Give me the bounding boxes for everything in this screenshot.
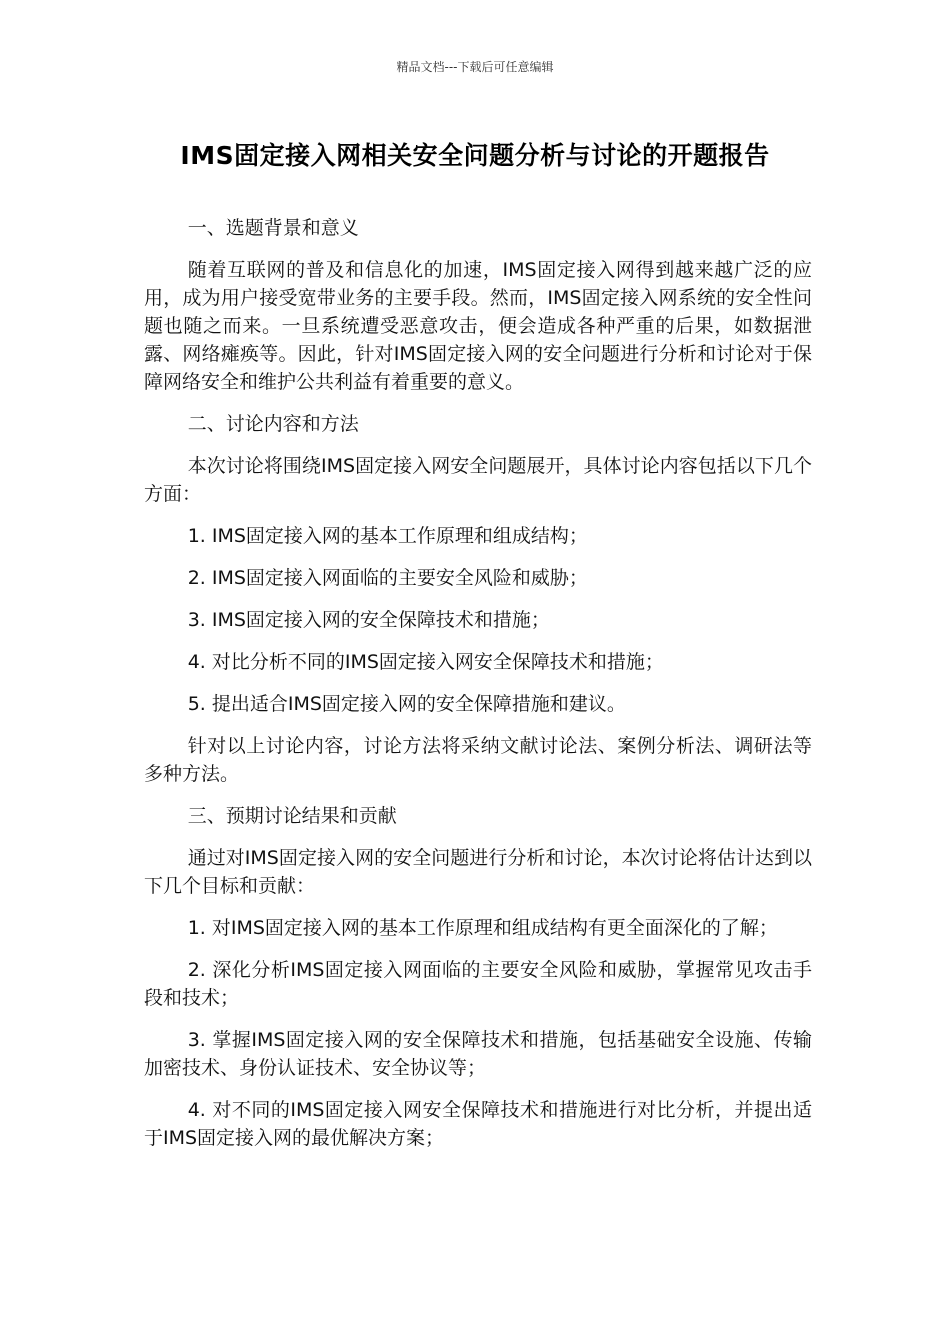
section-heading-content-method: 二、讨论内容和方法: [187, 413, 359, 435]
list-item-result-4: 4. 对不同的IMS固定接入网安全保障技术和措施进行对比分析，并提出适于IMS固定接入网的最优解决方案；: [144, 1099, 812, 1149]
section-heading-results: 三、预期讨论结果和贡献: [187, 805, 397, 827]
list-item-result-2: 2. 深化分析IMS固定接入网面临的主要安全风险和威胁，掌握常见攻击手段和技术；: [144, 959, 812, 1009]
paragraph-method: 针对以上讨论内容，讨论方法将采纳文献讨论法、案例分析法、调研法等多种方法。: [144, 735, 812, 785]
list-item-content-5: 5. 提出适合IMS固定接入网的安全保障措施和建议。: [187, 693, 626, 715]
paragraph-content-intro: 本次讨论将围绕IMS固定接入网安全问题展开，具体讨论内容包括以下几个方面：: [144, 455, 812, 505]
list-item-content-1: 1. IMS固定接入网的基本工作原理和组成结构；: [187, 525, 588, 547]
section-heading-background: 一、选题背景和意义: [187, 217, 359, 239]
paragraph-results-intro: 通过对IMS固定接入网的安全问题进行分析和讨论，本次讨论将估计达到以下几个目标和贡献：: [144, 847, 812, 897]
list-item-result-1: 1. 对IMS固定接入网的基本工作原理和组成结构有更全面深化的了解；: [187, 917, 778, 939]
list-item-content-3: 3. IMS固定接入网的安全保障技术和措施；: [187, 609, 550, 631]
list-item-result-3: 3. 掌握IMS固定接入网的安全保障技术和措施，包括基础安全设施、传输加密技术、身份认证技术、安全协议等；: [144, 1029, 812, 1079]
list-item-content-4: 4. 对比分析不同的IMS固定接入网安全保障技术和措施；: [187, 651, 664, 673]
page-header: 精品文档---下载后可任意编辑: [396, 60, 554, 74]
list-item-content-2: 2. IMS固定接入网面临的主要安全风险和威胁；: [187, 567, 588, 589]
document-title: IMS固定接入网相关安全问题分析与讨论的开题报告: [180, 141, 770, 170]
document-body: [144, 214, 812, 1166]
paragraph-background: 随着互联网的普及和信息化的加速，IMS固定接入网得到越来越广泛的应用，成为用户接受宽带业务的主要手段。然而，IMS固定接入网系统的安全性问题也随之而来。一旦系统遭受恶意攻击，便会造成各种严重的后果，如数据泄露、网络瘫痪等。因此，针对IMS固定接入网的安全问题进行分析和讨论对于保障网络安全和维护公共利益有着重要的意义。: [144, 259, 812, 393]
